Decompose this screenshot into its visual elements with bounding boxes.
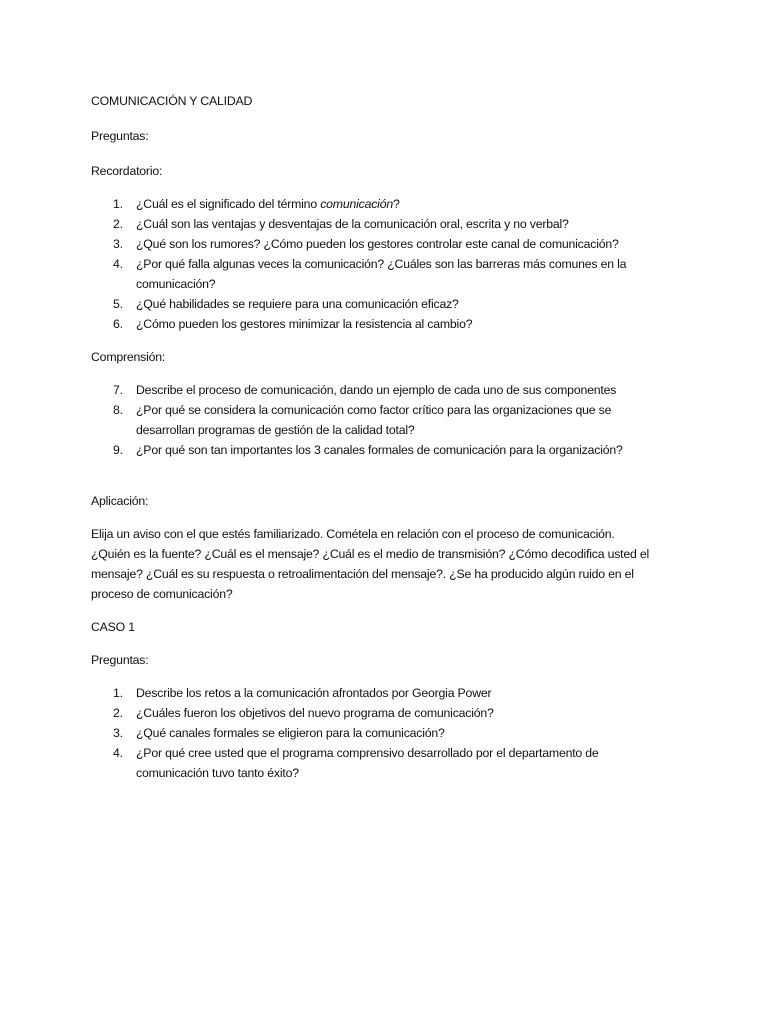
item-emphasis: comunicación — [320, 197, 393, 211]
item-number: 5. — [113, 297, 123, 311]
paragraph-line: mensaje? ¿Cuál es su respuesta o retroalimentación del mensaje?. ¿Se ha producido algún ruido en el — [91, 567, 634, 581]
list-item — [91, 743, 671, 783]
item-text: Describe los retos a la comunicación afrontados por Georgia Power — [136, 686, 492, 700]
item-number: 9. — [113, 443, 123, 457]
list-item — [91, 234, 671, 254]
item-number: 3. — [113, 726, 123, 740]
paragraph-line: ¿Quién es la fuente? ¿Cuál es el mensaje? ¿Cuál es el medio de transmisión? ¿Cómo decodifica usted el — [91, 547, 650, 561]
item-text: Describe el proceso de comunicación, dando un ejemplo de cada uno de sus componentes — [136, 383, 617, 397]
item-tail: ? — [392, 197, 400, 211]
item-text: ¿Por qué cree usted que el programa comprensivo desarrollado por el departamento de — [136, 746, 599, 760]
list-item — [91, 254, 671, 294]
item-number: 2. — [113, 217, 123, 231]
list-item — [91, 440, 671, 460]
paragraph-line: proceso de comunicación? — [91, 587, 233, 601]
item-number: 6. — [113, 317, 123, 331]
aplicacion-paragraph — [91, 524, 671, 604]
item-text: ¿Por qué son tan importantes los 3 canales formales de comunicación para la organización? — [136, 443, 623, 457]
recordatorio-heading: Recordatorio: — [91, 164, 163, 178]
list-item — [91, 294, 671, 314]
item-number: 1. — [113, 686, 123, 700]
item-number: 8. — [113, 403, 123, 417]
list-item — [91, 683, 671, 703]
item-number: 4. — [113, 257, 123, 271]
list-item — [91, 400, 671, 440]
item-number: 4. — [113, 746, 123, 760]
item-text: ¿Por qué se considera la comunicación como factor crítico para las organizaciones que se — [136, 403, 612, 417]
list-item — [91, 380, 671, 400]
item-text: ¿Por qué falla algunas veces la comunicación? ¿Cuáles son las barreras más comunes en la — [136, 257, 627, 271]
item-number: 2. — [113, 706, 123, 720]
paragraph-line: Elija un aviso con el que estés familiarizado. Cométela en relación con el proceso de comunicación. — [91, 527, 615, 541]
item-number: 3. — [113, 237, 123, 251]
document-title: COMUNICACIÓN Y CALIDAD — [91, 94, 253, 108]
preguntas-heading: Preguntas: — [91, 129, 149, 143]
recordatorio-list — [91, 194, 671, 334]
list-item — [91, 314, 671, 334]
item-number: 1. — [113, 197, 123, 211]
item-text: ¿Qué habilidades se requiere para una comunicación eficaz? — [136, 297, 459, 311]
list-item — [91, 703, 671, 723]
list-item — [91, 723, 671, 743]
item-text-continued: desarrollan programas de gestión de la calidad total? — [136, 423, 415, 437]
document-page — [91, 91, 671, 783]
caso-list — [91, 683, 671, 783]
comprension-heading: Comprensión: — [91, 350, 166, 364]
item-text: ¿Qué son los rumores? ¿Cómo pueden los gestores controlar este canal de comunicación? — [136, 237, 619, 251]
item-text: ¿Cuál son las ventajas y desventajas de la comunicación oral, escrita y no verbal? — [136, 217, 569, 231]
item-text-continued: comunicación? — [136, 277, 216, 291]
list-item — [91, 194, 671, 214]
item-text: ¿Cuáles fueron los objetivos del nuevo programa de comunicación? — [136, 706, 494, 720]
item-text-continued: comunicación tuvo tanto éxito? — [136, 766, 299, 780]
item-number: 7. — [113, 383, 123, 397]
item-text: ¿Cómo pueden los gestores minimizar la resistencia al cambio? — [136, 317, 473, 331]
caso-heading: CASO 1 — [91, 620, 135, 634]
list-item — [91, 214, 671, 234]
aplicacion-heading: Aplicación: — [91, 494, 149, 508]
item-text: ¿Qué canales formales se eligieron para la comunicación? — [136, 726, 445, 740]
comprension-list — [91, 380, 671, 460]
item-text: ¿Cuál es el significado del término — [136, 197, 321, 211]
caso-preguntas-heading: Preguntas: — [91, 653, 149, 667]
